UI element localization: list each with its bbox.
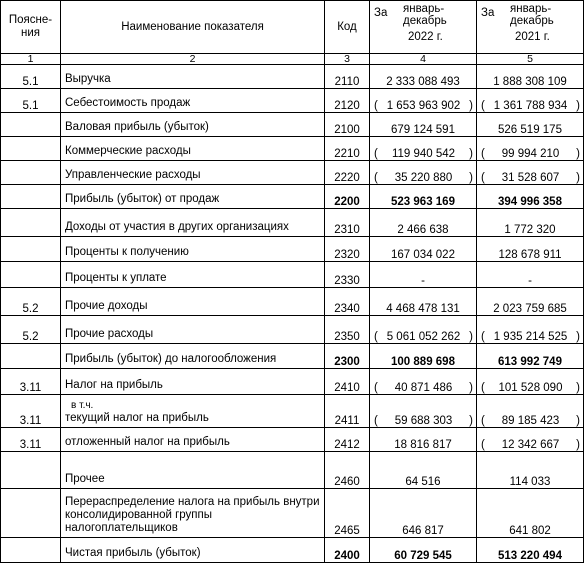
table-row bbox=[1, 89, 584, 113]
value-text: 1 935 214 525 bbox=[493, 331, 568, 343]
row-code: 2411 bbox=[325, 395, 370, 428]
row-code: 2400 bbox=[325, 538, 370, 563]
value-2022 bbox=[370, 89, 477, 113]
value-2021: 1 888 308 109 bbox=[477, 65, 584, 89]
table-body bbox=[1, 65, 584, 563]
value-2021: 2 023 759 685 bbox=[477, 288, 584, 316]
value-2022: 100 889 698 bbox=[370, 344, 477, 369]
row-name bbox=[61, 395, 325, 428]
paren-close: ) bbox=[469, 415, 473, 427]
table-row bbox=[1, 489, 584, 538]
paren-open: ( bbox=[374, 415, 378, 427]
table-row bbox=[1, 185, 584, 209]
header-2022-period1: январь- bbox=[403, 3, 445, 15]
table-row bbox=[1, 395, 584, 428]
row-name bbox=[61, 489, 325, 538]
row-note bbox=[1, 209, 61, 237]
row-name-text: Доходы от участия в других организациях bbox=[65, 221, 289, 233]
row-name bbox=[61, 237, 325, 262]
table-row bbox=[1, 428, 584, 452]
header-2022 bbox=[370, 1, 477, 54]
value-text: 59 688 303 bbox=[394, 415, 453, 427]
row-code: 2465 bbox=[325, 489, 370, 538]
value-text: 5 061 052 262 bbox=[386, 331, 461, 343]
row-note bbox=[1, 452, 61, 489]
value-2021: 394 996 358 bbox=[477, 185, 584, 209]
table-row bbox=[1, 113, 584, 137]
value-2022: 60 729 545 bbox=[370, 538, 477, 563]
row-name bbox=[61, 185, 325, 209]
value-2021: 114 033 bbox=[477, 452, 584, 489]
row-name bbox=[61, 538, 325, 563]
row-note: 5.2 bbox=[1, 288, 61, 316]
paren-close: ) bbox=[576, 415, 580, 427]
table-row bbox=[1, 316, 584, 344]
paren-close: ) bbox=[469, 148, 473, 160]
table-header-row bbox=[1, 1, 584, 54]
row-name bbox=[61, 428, 325, 452]
paren-open: ( bbox=[481, 148, 485, 160]
value-2021: 613 992 749 bbox=[477, 344, 584, 369]
row-note bbox=[1, 489, 61, 538]
row-code: 2330 bbox=[325, 262, 370, 288]
paren-close: ) bbox=[469, 382, 473, 394]
row-name bbox=[61, 262, 325, 288]
value-text: 35 220 880 bbox=[394, 172, 453, 184]
value-2022: 646 817 bbox=[370, 489, 477, 538]
row-code: 2310 bbox=[325, 209, 370, 237]
value-text: 40 871 486 bbox=[394, 382, 453, 394]
row-name-text: Перераспределение налога на прибыль внутри консолидированной группы налогоплательщиков bbox=[65, 496, 320, 534]
value-2022: 18 816 817 bbox=[370, 428, 477, 452]
row-name-text: Прибыль (убыток) до налогообложения bbox=[65, 353, 277, 365]
row-code: 2320 bbox=[325, 237, 370, 262]
value-text: 12 342 667 bbox=[501, 439, 560, 451]
paren-close: ) bbox=[469, 172, 473, 184]
value-2021: 526 519 175 bbox=[477, 113, 584, 137]
row-code: 2200 bbox=[325, 185, 370, 209]
header-2021-period1: январь- bbox=[510, 3, 552, 15]
row-code: 2410 bbox=[325, 369, 370, 395]
value-2021 bbox=[477, 161, 584, 185]
row-note: 3.11 bbox=[1, 428, 61, 452]
value-2021 bbox=[477, 395, 584, 428]
value-text: 1 361 788 934 bbox=[493, 100, 568, 112]
table-row bbox=[1, 369, 584, 395]
row-name-text: Чистая прибыль (убыток) bbox=[65, 547, 201, 559]
value-2022 bbox=[370, 369, 477, 395]
row-name-text: Валовая прибыль (убыток) bbox=[65, 121, 209, 133]
row-note: 5.1 bbox=[1, 65, 61, 89]
row-name-text: Прочие доходы bbox=[65, 300, 148, 312]
row-name-text: Себестоимость продаж bbox=[65, 97, 191, 109]
paren-close: ) bbox=[576, 439, 580, 451]
row-note: 3.11 bbox=[1, 369, 61, 395]
value-text: 1 653 963 902 bbox=[386, 100, 461, 112]
row-name bbox=[61, 161, 325, 185]
paren-close: ) bbox=[576, 100, 580, 112]
column-index-row bbox=[1, 54, 584, 65]
value-2022: 64 516 bbox=[370, 452, 477, 489]
value-2022: 2 333 088 493 bbox=[370, 65, 477, 89]
header-note-line1: Поясне- bbox=[8, 14, 53, 26]
paren-close: ) bbox=[576, 172, 580, 184]
paren-close: ) bbox=[576, 382, 580, 394]
row-note bbox=[1, 344, 61, 369]
table-row bbox=[1, 161, 584, 185]
column-index: 4 bbox=[370, 54, 477, 65]
table-row bbox=[1, 65, 584, 89]
row-name-prefix: в т.ч. bbox=[71, 400, 94, 411]
table-row bbox=[1, 262, 584, 288]
row-code: 2460 bbox=[325, 452, 370, 489]
column-index: 3 bbox=[325, 54, 370, 65]
paren-open: ( bbox=[374, 148, 378, 160]
row-name bbox=[61, 288, 325, 316]
value-2021: 641 802 bbox=[477, 489, 584, 538]
row-name bbox=[61, 65, 325, 89]
paren-close: ) bbox=[469, 331, 473, 343]
paren-open: ( bbox=[481, 415, 485, 427]
value-2022 bbox=[370, 316, 477, 344]
paren-open: ( bbox=[481, 100, 485, 112]
row-note bbox=[1, 185, 61, 209]
row-name-text: Проценты к уплате bbox=[65, 272, 167, 284]
table-row bbox=[1, 344, 584, 369]
value-text: 89 185 423 bbox=[501, 415, 560, 427]
header-2021-period2: декабрь bbox=[510, 15, 554, 27]
value-2021 bbox=[477, 89, 584, 113]
row-code: 2220 bbox=[325, 161, 370, 185]
paren-close: ) bbox=[469, 100, 473, 112]
value-2022: 2 466 638 bbox=[370, 209, 477, 237]
row-name bbox=[61, 316, 325, 344]
row-name-text: текущий налог на прибыль bbox=[65, 412, 209, 424]
row-code: 2350 bbox=[325, 316, 370, 344]
row-name-text: Прочие расходы bbox=[65, 328, 154, 340]
row-note bbox=[1, 137, 61, 161]
paren-open: ( bbox=[481, 439, 485, 451]
paren-open: ( bbox=[481, 382, 485, 394]
table-row bbox=[1, 288, 584, 316]
paren-open: ( bbox=[481, 172, 485, 184]
value-2022: 679 124 591 bbox=[370, 113, 477, 137]
row-code: 2210 bbox=[325, 137, 370, 161]
row-note bbox=[1, 237, 61, 262]
table-row bbox=[1, 137, 584, 161]
header-2021-year: 2021 г. bbox=[515, 31, 550, 43]
row-note bbox=[1, 161, 61, 185]
value-2021: 1 772 320 bbox=[477, 209, 584, 237]
value-2022 bbox=[370, 161, 477, 185]
row-name bbox=[61, 344, 325, 369]
header-note bbox=[1, 1, 61, 54]
row-name-text: отложенный налог на прибыль bbox=[65, 436, 230, 448]
value-2021: 128 678 911 bbox=[477, 237, 584, 262]
paren-open: ( bbox=[374, 331, 378, 343]
row-name-text: Выручка bbox=[65, 73, 111, 85]
value-2021 bbox=[477, 316, 584, 344]
row-code: 2110 bbox=[325, 65, 370, 89]
row-name bbox=[61, 209, 325, 237]
row-name bbox=[61, 369, 325, 395]
row-name bbox=[61, 89, 325, 113]
row-code: 2100 bbox=[325, 113, 370, 137]
column-index: 2 bbox=[61, 54, 325, 65]
row-name-text: Прочее bbox=[65, 473, 105, 485]
row-name-text: Коммерческие расходы bbox=[65, 145, 191, 157]
row-code: 2300 bbox=[325, 344, 370, 369]
value-2022 bbox=[370, 395, 477, 428]
value-2021 bbox=[477, 369, 584, 395]
table-row bbox=[1, 237, 584, 262]
row-code: 2340 bbox=[325, 288, 370, 316]
paren-close: ) bbox=[576, 148, 580, 160]
table-row bbox=[1, 538, 584, 563]
row-name-text: Проценты к получению bbox=[65, 246, 189, 258]
paren-open: ( bbox=[481, 331, 485, 343]
row-note bbox=[1, 262, 61, 288]
value-2021 bbox=[477, 137, 584, 161]
row-name bbox=[61, 452, 325, 489]
value-text: 119 940 542 bbox=[391, 148, 456, 160]
value-text: 101 528 090 bbox=[498, 382, 563, 394]
row-name bbox=[61, 137, 325, 161]
paren-open: ( bbox=[374, 382, 378, 394]
row-note bbox=[1, 113, 61, 137]
header-2022-za: За bbox=[374, 7, 388, 19]
row-note: 5.2 bbox=[1, 316, 61, 344]
paren-close: ) bbox=[576, 331, 580, 343]
header-code: Код bbox=[325, 1, 370, 54]
header-name: Наименование показателя bbox=[61, 1, 325, 54]
value-2022: - bbox=[370, 262, 477, 288]
column-index: 1 bbox=[1, 54, 61, 65]
row-note: 3.11 bbox=[1, 395, 61, 428]
header-2021 bbox=[477, 1, 584, 54]
value-2021 bbox=[477, 428, 584, 452]
paren-open: ( bbox=[374, 100, 378, 112]
header-2022-year: 2022 г. bbox=[408, 31, 443, 43]
row-note: 5.1 bbox=[1, 89, 61, 113]
value-text: 99 994 210 bbox=[501, 148, 560, 160]
row-name bbox=[61, 113, 325, 137]
row-name-text: Управленческие расходы bbox=[65, 169, 201, 181]
paren-open: ( bbox=[374, 172, 378, 184]
header-2021-za: За bbox=[481, 7, 495, 19]
row-name-text: Прибыль (убыток) от продаж bbox=[65, 193, 220, 205]
column-index: 5 bbox=[477, 54, 584, 65]
value-2021: - bbox=[477, 262, 584, 288]
value-2021: 513 220 494 bbox=[477, 538, 584, 563]
row-note bbox=[1, 538, 61, 563]
value-2022 bbox=[370, 137, 477, 161]
value-2022: 167 034 022 bbox=[370, 237, 477, 262]
row-name-text: Налог на прибыль bbox=[65, 379, 163, 391]
header-2022-period2: декабрь bbox=[403, 15, 447, 27]
table-row bbox=[1, 452, 584, 489]
table-row bbox=[1, 209, 584, 237]
header-note-line2: ния bbox=[20, 27, 40, 39]
value-text: 31 528 607 bbox=[501, 172, 560, 184]
row-code: 2120 bbox=[325, 89, 370, 113]
value-2022: 523 963 169 bbox=[370, 185, 477, 209]
value-2022: 4 468 478 131 bbox=[370, 288, 477, 316]
row-code: 2412 bbox=[325, 428, 370, 452]
